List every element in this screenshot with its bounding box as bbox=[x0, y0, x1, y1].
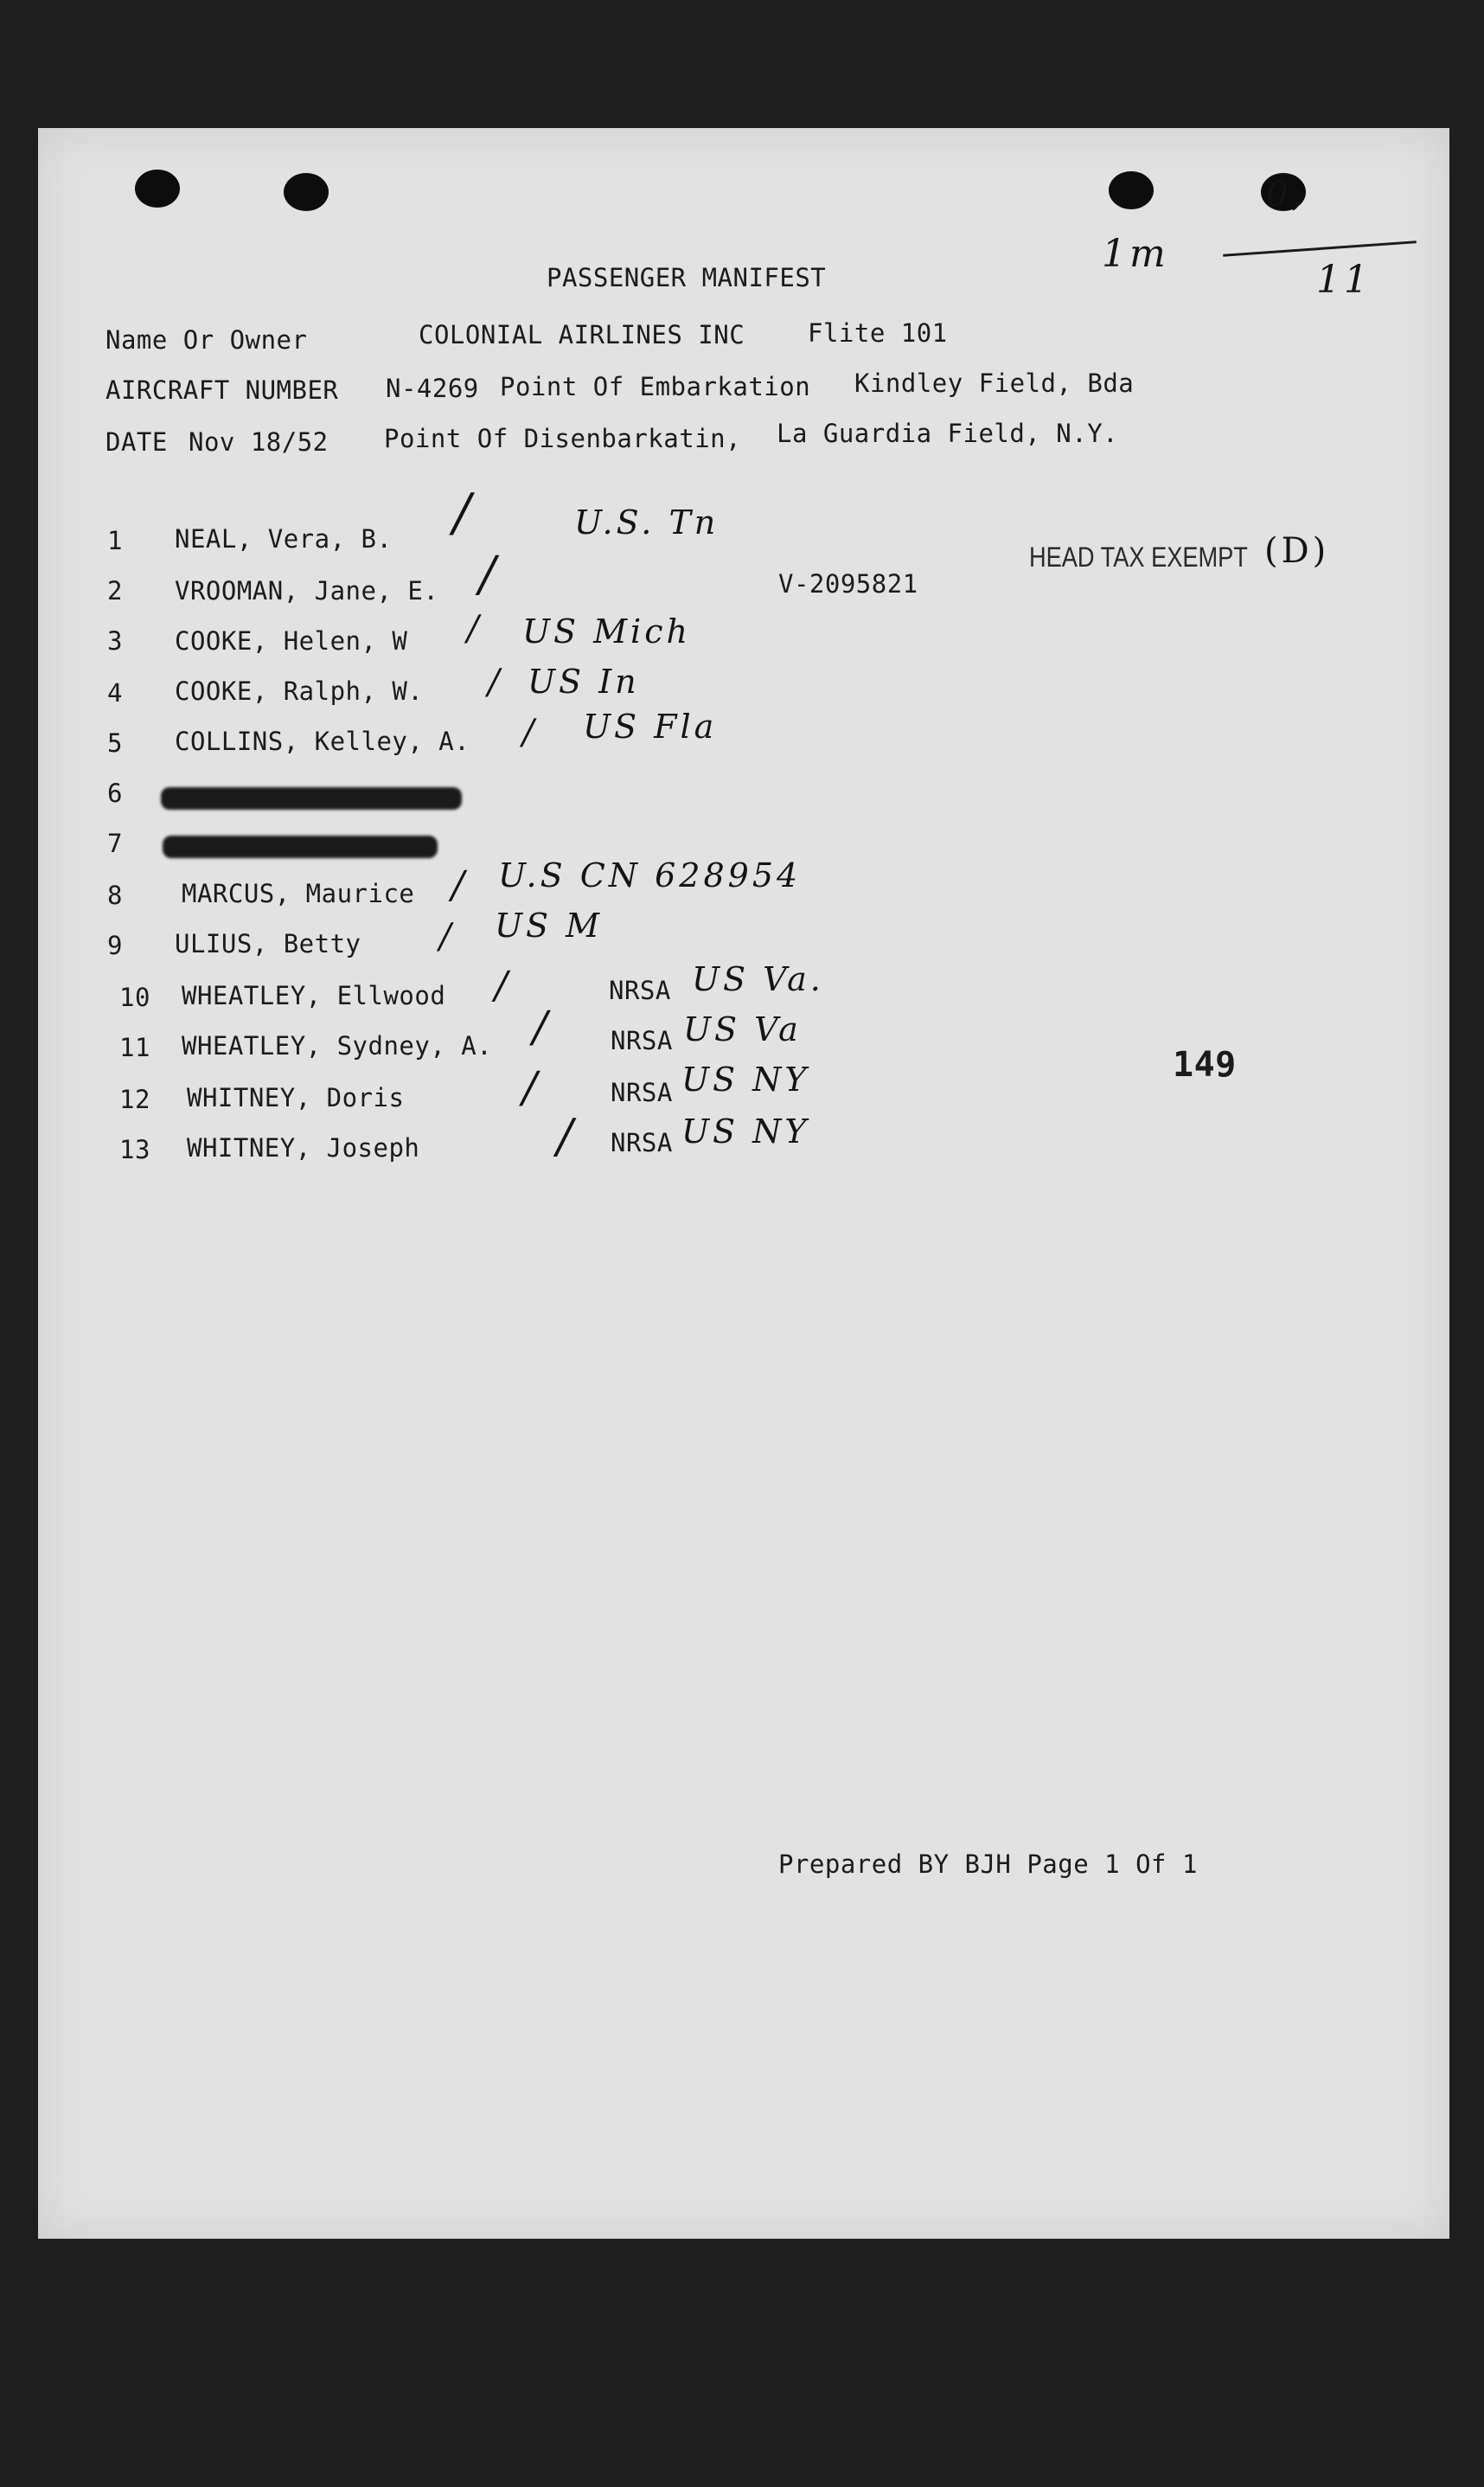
passenger-name: WHEATLEY, Ellwood bbox=[182, 981, 446, 1010]
redacted-name bbox=[161, 787, 462, 810]
handwritten-note: US NY bbox=[681, 1112, 810, 1151]
passenger-name: WHITNEY, Joseph bbox=[187, 1133, 420, 1163]
manifest-page bbox=[38, 128, 1449, 2239]
stamp-handwritten-mark: (D) bbox=[1264, 531, 1330, 571]
handwritten-note: US NY bbox=[681, 1061, 810, 1099]
punch-hole-1 bbox=[135, 170, 180, 208]
nrsa-label: NRSA bbox=[611, 1026, 673, 1055]
fraction-line bbox=[1223, 240, 1417, 257]
check-mark: / bbox=[522, 713, 538, 753]
row-number: 7 bbox=[107, 829, 123, 858]
passenger-name: WHITNEY, Doris bbox=[187, 1083, 405, 1112]
prepared-by-footer: Prepared BY BJH Page 1 Of 1 bbox=[778, 1849, 1198, 1879]
head-tax-exempt-stamp: HEAD TAX EXEMPT bbox=[1029, 542, 1248, 573]
punch-hole-3 bbox=[1109, 171, 1154, 209]
handwritten-note: US Va. bbox=[692, 960, 824, 998]
nrsa-label: NRSA bbox=[611, 1128, 673, 1157]
check-mark: / bbox=[557, 1109, 577, 1163]
passenger-name: ULIUS, Betty bbox=[175, 929, 361, 958]
handwritten-top-note: 1m bbox=[1102, 232, 1169, 276]
embark-value: Kindley Field, Bda bbox=[854, 369, 1135, 398]
redacted-name bbox=[163, 836, 438, 858]
aircraft-number: N-4269 bbox=[386, 374, 479, 403]
row-number: 2 bbox=[107, 576, 123, 606]
visa-number: V-2095821 bbox=[778, 569, 918, 599]
passenger-name: VROOMAN, Jane, E. bbox=[175, 576, 439, 606]
nrsa-label: NRSA bbox=[609, 976, 671, 1005]
passenger-name: COLLINS, Kelley, A. bbox=[175, 727, 470, 756]
handwritten-note: US Fla bbox=[583, 708, 718, 746]
disembark-value: La Guardia Field, N.Y. bbox=[777, 419, 1119, 448]
passenger-name: COOKE, Helen, W bbox=[175, 626, 408, 656]
row-number: 13 bbox=[119, 1135, 150, 1164]
handwritten-note: US M bbox=[495, 907, 604, 945]
passenger-name: MARCUS, Maurice bbox=[182, 879, 415, 908]
row-number: 12 bbox=[119, 1085, 150, 1114]
embark-label: Point Of Embarkation bbox=[500, 372, 811, 401]
handwritten-note: U.S CN 628954 bbox=[498, 856, 802, 894]
row-number: 1 bbox=[107, 526, 123, 555]
check-mark: / bbox=[453, 483, 475, 543]
page-title: PASSENGER MANIFEST bbox=[547, 263, 827, 292]
check-mark: / bbox=[495, 964, 511, 1008]
row-number: 6 bbox=[107, 779, 123, 808]
owner-label: Name Or Owner bbox=[106, 325, 308, 355]
row-number: 11 bbox=[119, 1033, 150, 1062]
date-value: Nov 18/52 bbox=[189, 427, 329, 457]
punch-hole-2 bbox=[284, 173, 329, 211]
disembark-label: Point Of Disenbarkatin, bbox=[384, 424, 742, 453]
passenger-name: COOKE, Ralph, W. bbox=[175, 676, 424, 706]
check-mark: / bbox=[533, 1002, 551, 1052]
handwritten-note: US Va bbox=[683, 1010, 802, 1048]
check-mark: / bbox=[467, 609, 483, 649]
row-number: 9 bbox=[107, 931, 123, 960]
row-number: 10 bbox=[119, 983, 150, 1012]
aircraft-label: AIRCRAFT NUMBER bbox=[106, 375, 339, 405]
flight-number: Flite 101 bbox=[808, 318, 948, 348]
handwritten-fraction-denominator: 11 bbox=[1316, 258, 1372, 302]
row-number: 8 bbox=[107, 881, 123, 910]
passenger-count: 149 bbox=[1173, 1045, 1237, 1085]
check-mark: / bbox=[451, 863, 468, 907]
row-number: 4 bbox=[107, 678, 123, 708]
row-number: 3 bbox=[107, 626, 123, 656]
passenger-name: NEAL, Vera, B. bbox=[175, 524, 393, 554]
handwritten-note: US Mich bbox=[522, 612, 691, 651]
handwritten-fraction-numerator: 0, bbox=[1266, 175, 1307, 215]
handwritten-note: U.S. Tn bbox=[574, 503, 720, 542]
check-mark: / bbox=[439, 917, 455, 957]
date-label: DATE bbox=[106, 427, 168, 457]
check-mark: / bbox=[488, 663, 503, 702]
row-number: 5 bbox=[107, 728, 123, 758]
passenger-name: WHEATLEY, Sydney, A. bbox=[182, 1031, 493, 1061]
check-mark: / bbox=[479, 547, 499, 603]
handwritten-note: US In bbox=[528, 663, 640, 701]
owner-value: COLONIAL AIRLINES INC bbox=[419, 320, 745, 349]
check-mark: / bbox=[522, 1062, 541, 1112]
nrsa-label: NRSA bbox=[611, 1078, 673, 1107]
